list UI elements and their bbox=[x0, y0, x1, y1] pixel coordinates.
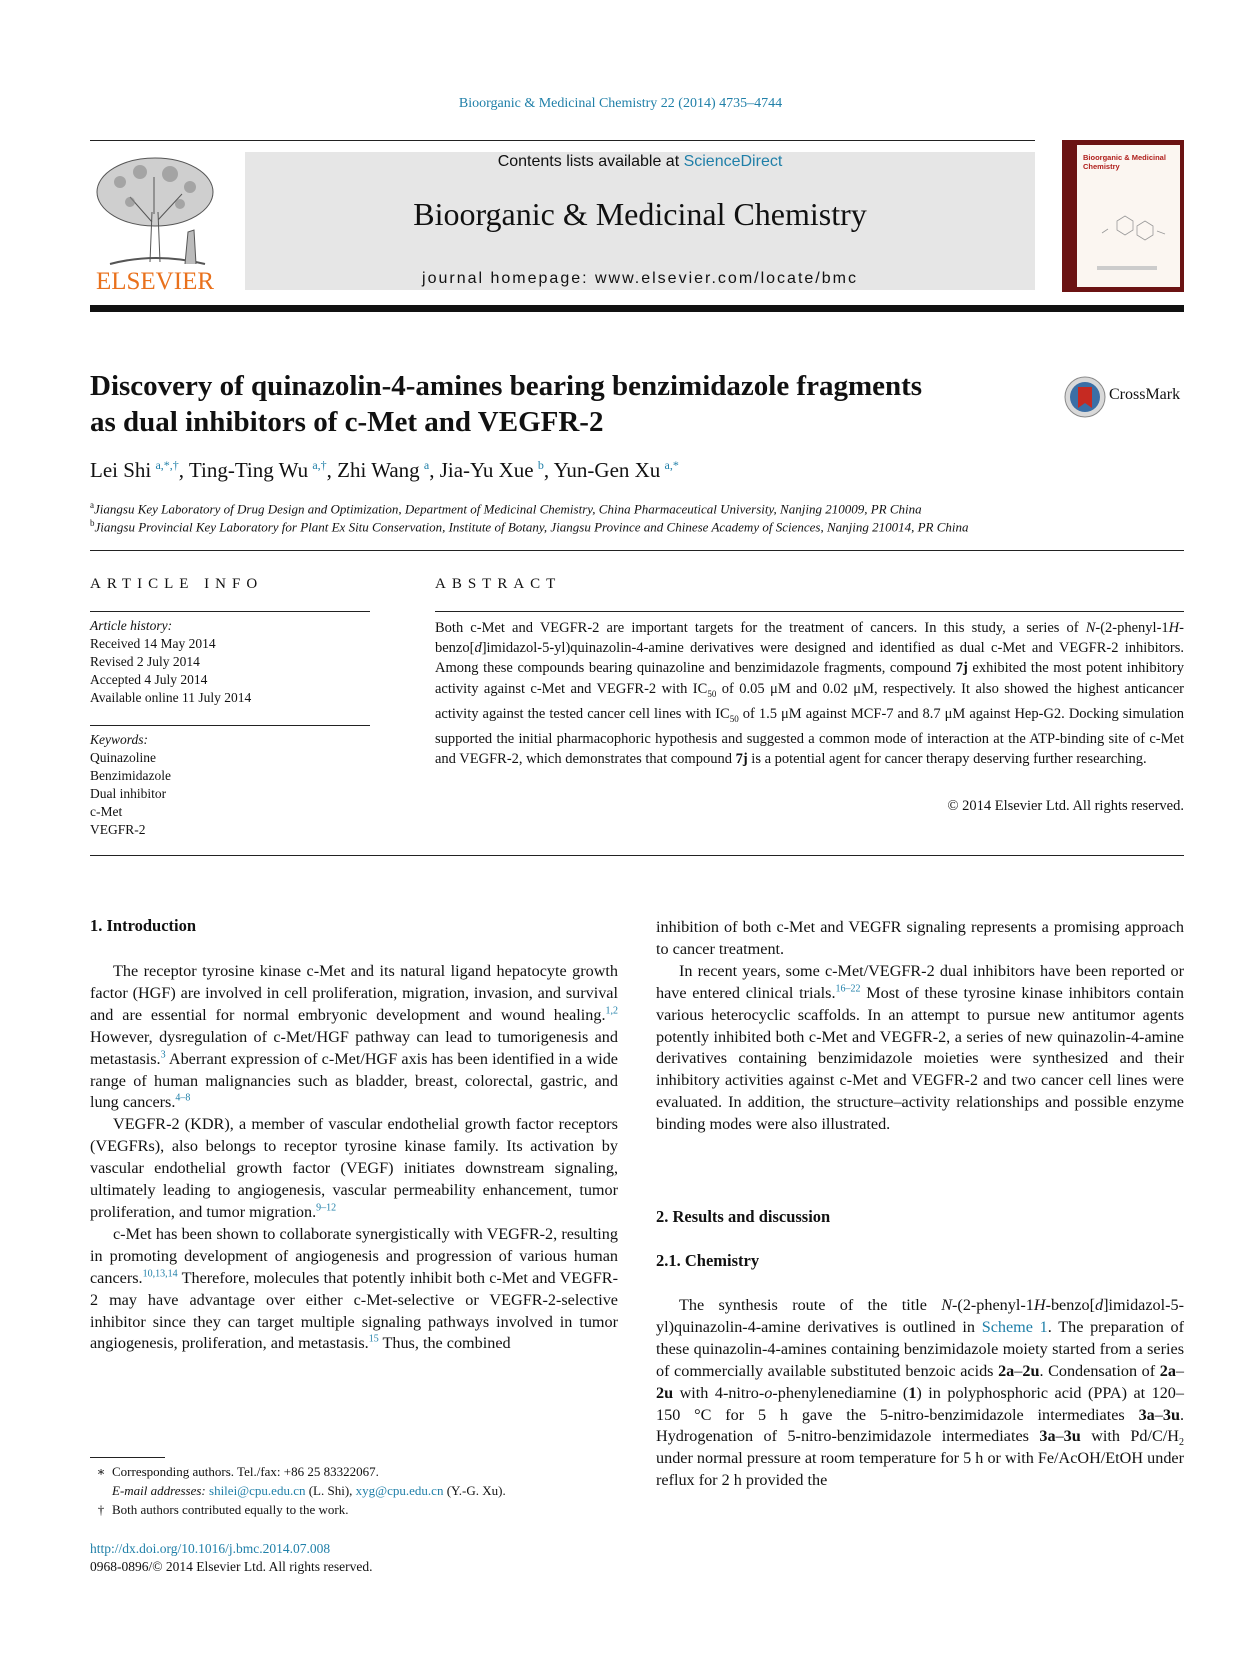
paragraph: c-Met has been shown to collaborate synergistically with VEGFR-2, resulting in promoting development of angiogenesis and progression of various human cancers.$^{10,13,14}$ Therefore, molecules that potently inhibit both c-Met and VEGFR-2 may have advantage over either c-Met-selective or VEGFR-2-selective inhibitor since they can target multiple signaling pathways involved in tumor angiogenesis, proliferation, and metastasis.$^{15}$ Thus, the combined bbox=[90, 1224, 618, 1353]
paragraph: In recent years, some c-Met/VEGFR-2 dual inhibitors have been reported or have entered clinical trials.$^{16-22}$ Most of these tyrosine kinase inhibitors contain various heterocyclic scaffolds. In an attempt to pursue new antitumor agents potently inhibited both c-Met and VEGFR-2, a series of new quinazolin-4-amine derivatives containing benzimidazole moieties were synthesized and their inhibitory activities against c-Met and VEGFR-2 and two cancer cell lines were evaluated. In addition, the structure–activity relationships and possible enzyme binding modes were also illustrated. bbox=[656, 961, 1184, 1134]
history-accepted: Accepted 4 July 2014 bbox=[90, 672, 208, 687]
section-heading-results: 2. Results and discussion bbox=[656, 1207, 831, 1226]
article-info-rule bbox=[90, 611, 370, 612]
footnote-corresponding: ∗ Corresponding authors. Tel./fax: +86 25 83322067. bbox=[96, 1464, 379, 1479]
section-heading-chemistry: 2.1. Chemistry bbox=[656, 1251, 760, 1270]
affiliation-b bbox=[90, 518, 1184, 535]
keywords bbox=[90, 731, 370, 839]
journal-title: Bioorganic & Medicinal Chemistry bbox=[413, 196, 867, 232]
paragraph: VEGFR-2 (KDR), a member of vascular endothelial growth factor receptors (VEGFRs), also belongs to receptor tyrosine kinase family. Its activation by vascular endothelial growth factor (VEGF) initiates downstream signaling, ultimately leading to angiogenesis, vascular permeability enhancement, tumor proliferation, and tumor migration.$^{9-12}$ bbox=[90, 1115, 618, 1221]
history-received: Received 14 May 2014 bbox=[90, 636, 216, 651]
article-title bbox=[90, 368, 1050, 440]
abstract-rule bbox=[435, 611, 1184, 612]
author-list bbox=[90, 458, 1090, 483]
keyword-item: Benzimidazole bbox=[90, 768, 171, 783]
footnote-equal-contribution: † Both authors contributed equally to the work. bbox=[97, 1502, 349, 1517]
doi-link[interactable]: http://dx.doi.org/10.1016/j.bmc.2014.07.008 bbox=[90, 1541, 331, 1556]
author-affiliation-marks[interactable]: a bbox=[423, 458, 430, 472]
author-affiliation-marks[interactable]: b bbox=[537, 458, 544, 472]
article-info-heading: ARTICLE INFO bbox=[90, 576, 264, 592]
abstract-heading: ABSTRACT bbox=[435, 576, 562, 592]
footnote-emails: E-mail addresses: shilei@cpu.edu.cn (L. Shi), xyg@cpu.edu.cn (Y.-G. Xu). bbox=[112, 1483, 506, 1498]
history-online: Available online 11 July 2014 bbox=[90, 690, 252, 705]
elsevier-wordmark: ELSEVIER bbox=[95, 268, 215, 295]
keyword-item: VEGFR-2 bbox=[90, 822, 146, 837]
author-separator: , bbox=[326, 458, 338, 482]
header-thick-rule bbox=[90, 305, 1184, 312]
contents-prefix: Contents lists available at bbox=[497, 153, 684, 170]
affiliation-b-text: Jiangsu Provincial Key Laboratory for Plant Ex Situ Conservation, Institute of Botany, Jiangsu Province and Chinese Academy of Sciences, Nanjing 210014, PR China bbox=[94, 519, 969, 535]
introduction-body-left bbox=[90, 961, 618, 1355]
author-name: Ting-Ting Wu bbox=[188, 458, 309, 482]
keyword-item: Quinazoline bbox=[90, 750, 156, 765]
journal-homepage-link[interactable]: journal homepage: www.elsevier.com/locate/bmc bbox=[422, 270, 858, 287]
footnotes bbox=[90, 1462, 650, 1519]
author-separator: , bbox=[543, 458, 554, 482]
email-link-shi[interactable]: shilei@cpu.edu.cn bbox=[209, 1483, 306, 1498]
author-affiliation-marks[interactable]: a,* bbox=[664, 458, 679, 472]
affiliation-a bbox=[90, 500, 1184, 517]
cover-graphic bbox=[1077, 171, 1180, 281]
section-heading-introduction: 1. Introduction bbox=[90, 916, 197, 935]
paragraph: inhibition of both c-Met and VEGFR signaling represents a promising approach to cancer treatment. bbox=[656, 918, 1184, 958]
affiliation-a-text: Jiangsu Key Laboratory of Drug Design and Optimization, Department of Medicinal Chemistry, China Pharmaceutical University, Nanjing 210009, PR China bbox=[94, 501, 922, 517]
article-title-line-2: as dual inhibitors of c-Met and VEGFR-2 bbox=[90, 406, 604, 438]
sciencedirect-link[interactable]: ScienceDirect bbox=[683, 153, 783, 170]
issn-copyright: 0968-0896/© 2014 Elsevier Ltd. All rights reserved. bbox=[90, 1559, 373, 1574]
journal-cover-panel bbox=[1077, 145, 1180, 287]
abstract-bottom-rule bbox=[90, 855, 1184, 856]
article-history-label: Article history: bbox=[90, 618, 173, 633]
journal-citation-link[interactable]: Bioorganic & Medicinal Chemistry 22 (2014) 4735–4744 bbox=[458, 96, 783, 111]
author-name: Yun-Gen Xu bbox=[553, 458, 661, 482]
paragraph: The receptor tyrosine kinase c-Met and its natural ligand hepatocyte growth factor (HGF) are involved in cell proliferation, migration, invasion, and survival and are essential for normal embryonic development and wound healing.$^{1,2}$ However, dysregulation of c-Met/HGF pathway can lead to tumorigenesis and metastasis.$^3$ Aberrant expression of c-Met/HGF axis has been identified in a wide range of human malignancies such as bladder, breast, colorectal, gastric, and lung cancers.$^{4-8}$ bbox=[90, 962, 618, 1112]
author-affiliation-marks[interactable]: a,† bbox=[312, 458, 327, 472]
contents-availability-line bbox=[245, 153, 1035, 171]
author-name: Jia-Yu Xue bbox=[439, 458, 534, 482]
abstract-text: Both c-Met and VEGFR-2 are important targets for the treatment of cancers. In this study, a series of N-(2-phenyl-1H-benzo[d]imidazol-5-yl)quinazolin-4-amine derivatives were designed and identified as dual c-Met and VEGFR-2 inhibitors. Among these compounds bearing quinazoline and benzimidazole fragments, compound 7j exhibited the most potent inhibitory activity against c-Met and VEGFR-2 with $IC_{50}$ of 0.05 μM and 0.02 μM, respectively. It also showed the highest anticancer activity against the tested cancer cell lines with $IC_{50}$ of 1.5 μM against MCF-7 and 8.7 μM against Hep-G2. Docking simulation supported the initial pharmacophoric hypothesis and suggested a common mode of interaction at the ATP-binding site of c-Met and VEGFR-2, which demonstrates that compound 7j is a potential agent for cancer therapy deserving further researching. bbox=[435, 620, 1184, 767]
abstract-copyright: © 2014 Elsevier Ltd. All rights reserved. bbox=[947, 798, 1184, 814]
author-separator: , bbox=[178, 458, 189, 482]
author-separator: , bbox=[429, 458, 440, 482]
title-block-rule bbox=[90, 550, 1184, 551]
article-title-line-1: Discovery of quinazolin-4-amines bearing benzimidazole fragments bbox=[90, 370, 923, 402]
crossmark-icon bbox=[1063, 375, 1107, 419]
chemistry-body bbox=[656, 1295, 1184, 1492]
article-history bbox=[90, 617, 370, 707]
history-revised: Revised 2 July 2014 bbox=[90, 654, 200, 669]
footnote-rule bbox=[90, 1457, 165, 1458]
introduction-body-right bbox=[656, 917, 1184, 1136]
header-rule bbox=[90, 140, 1035, 141]
crossmark-label: CrossMark bbox=[1109, 386, 1181, 403]
author-name: Zhi Wang bbox=[337, 458, 420, 482]
keyword-item: Dual inhibitor bbox=[90, 786, 167, 801]
author-name: Lei Shi bbox=[90, 458, 152, 482]
affiliation-a-mark: a bbox=[90, 500, 94, 510]
cover-title: Bioorganic & Medicinal Chemistry bbox=[1083, 153, 1166, 171]
paragraph: The synthesis route of the title N-(2-phenyl-1H-benzo[d]imidazol-5-yl)quinazolin-4-amine derivatives is outlined in Scheme 1. The preparation of these quinazolin-4-amines containing benzimidazole moiety started from a series of commercially available substituted benzoic acids 2a–2u. Condensation of 2a–2u with 4-nitro-o-phenylenediamine (1) in polyphosphoric acid (PPA) at 120–150 °C for 5 h gave the 5-nitro-benzimidazole intermediates 3a–3u. Hydrogenation of 5-nitro-benzimidazole intermediates 3a–3u with $Pd/C/H_2$ under normal pressure at room temperature for 5 h or with Fe/AcOH/EtOH under reflux for 2 h provided the bbox=[656, 1296, 1184, 1490]
keywords-rule bbox=[90, 725, 370, 726]
crossmark-button[interactable] bbox=[1063, 375, 1185, 417]
author-affiliation-marks[interactable]: a,*,† bbox=[155, 458, 179, 472]
keyword-item: c-Met bbox=[90, 804, 123, 819]
affiliation-b-mark: b bbox=[90, 518, 95, 528]
keywords-label: Keywords: bbox=[90, 732, 148, 747]
email-link-xu[interactable]: xyg@cpu.edu.cn bbox=[355, 1483, 444, 1498]
